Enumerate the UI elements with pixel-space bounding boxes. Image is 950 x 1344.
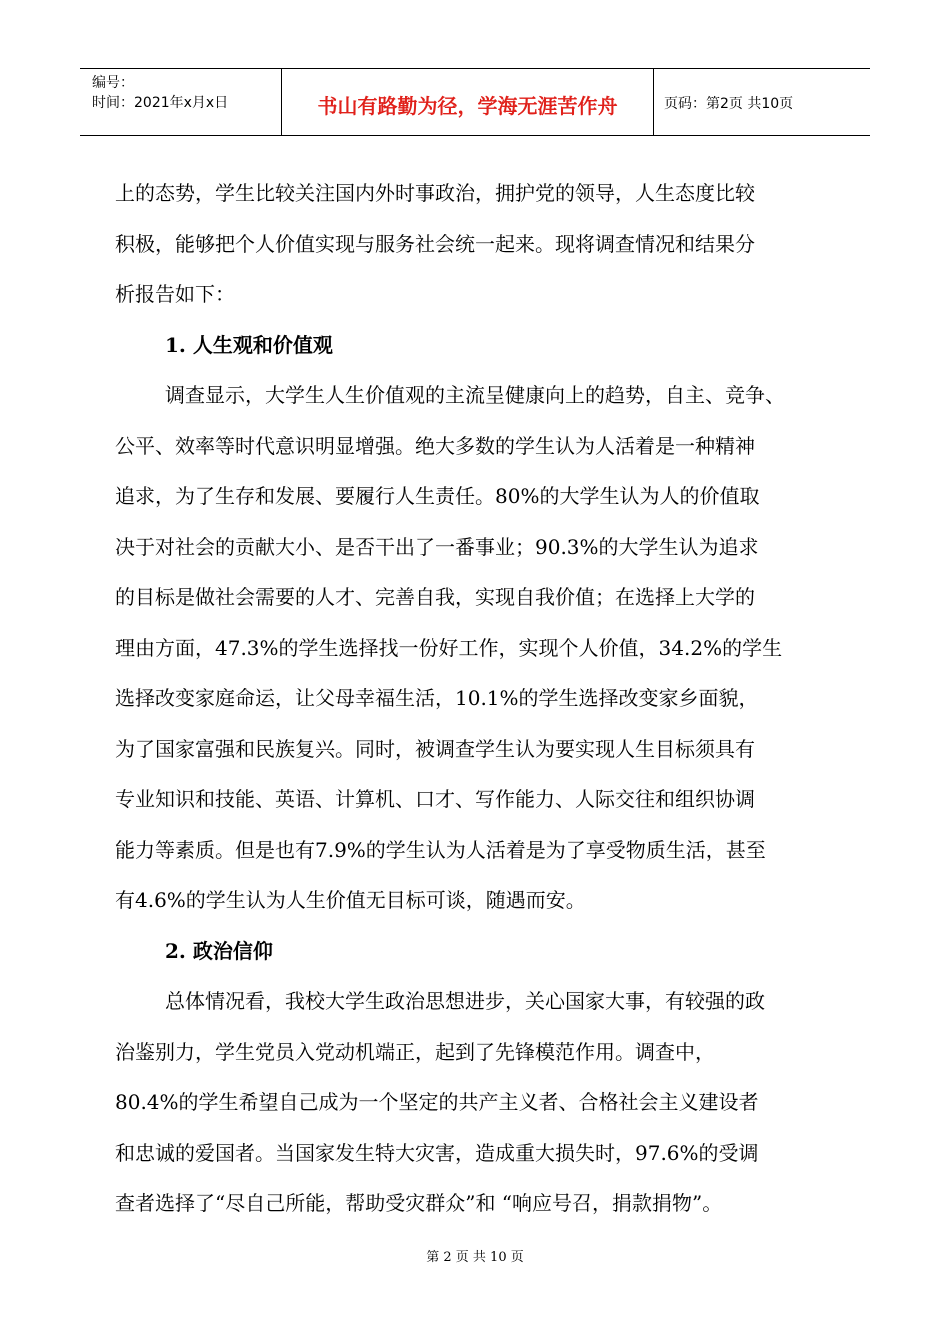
header-page-info: 页码：第2页 共10页 [664, 96, 794, 112]
body-line: 的目标是做社会需要的人才、完善自我，实现自我价值；在选择上大学的 [115, 585, 755, 609]
header-motto: 书山有路勤为径，学海无涯苦作舟 [282, 69, 654, 135]
body-line: 治鉴别力，学生党员入党动机端正，起到了先锋模范作用。调查中， [115, 1039, 715, 1064]
header-number-label: 编号： [92, 75, 134, 91]
page-footer: 第 2 页 共 10 页 [426, 1250, 524, 1265]
body-line: 理由方面，47.3%的学生选择找一份好工作，实现个人价值，34.2%的学生 [115, 635, 783, 660]
body-line: 公平、效率等时代意识明显增强。绝大多数的学生认为人活着是一种精神 [115, 433, 755, 458]
body-line: 上的态势，学生比较关注国内外时事政治，拥护党的领导，人生态度比较 [115, 181, 755, 205]
body-line: 为了国家富强和民族复兴。同时，被调查学生认为要实现人生目标须具有 [115, 736, 755, 761]
document-body [115, 168, 855, 1229]
section-heading-2: 2. 政治信仰 [165, 938, 273, 963]
body-line: 能力等素质。但是也有7.9%的学生认为人活着是为了享受物质生活，甚至 [115, 837, 766, 862]
header-date-label: 时间：2021年x月x日 [92, 95, 229, 111]
body-line: 有4.6%的学生认为人生价值无目标可谈，随遇而安。 [115, 888, 586, 912]
body-line: 积极，能够把个人价值实现与服务社会统一起来。现将调查情况和结果分 [115, 231, 755, 256]
paragraph-start: 调查显示，大学生人生价值观的主流呈健康向上的趋势，自主、竞争、 [165, 383, 785, 407]
paragraph-start: 总体情况看，我校大学生政治思想进步，关心国家大事，有较强的政 [165, 989, 765, 1013]
body-line: 80.4%的学生希望自己成为一个坚定的共产主义者、合格社会主义建设者 [115, 1090, 759, 1114]
page-header [80, 68, 870, 136]
header-meta [80, 69, 282, 135]
body-line: 追求，为了生存和发展、要履行人生责任。80%的大学生认为人的价值取 [115, 484, 760, 508]
body-line: 选择改变家庭命运，让父母幸福生活，10.1%的学生选择改变家乡面貌， [115, 686, 759, 710]
body-line: 析报告如下： [115, 282, 235, 306]
body-line: 决于对社会的贡献大小、是否干出了一番事业；90.3%的大学生认为追求 [115, 534, 759, 559]
section-heading-1: 1. 人生观和价值观 [165, 332, 333, 357]
body-line: 和忠诚的爱国者。当国家发生特大灾害，造成重大损失时，97.6%的受调 [115, 1140, 759, 1165]
body-line: 专业知识和技能、英语、计算机、口才、写作能力、人际交往和组织协调 [115, 787, 755, 811]
body-line: 查者选择了“尽自己所能，帮助受灾群众”和 “响应号召，捐款捐物”。 [115, 1191, 723, 1215]
